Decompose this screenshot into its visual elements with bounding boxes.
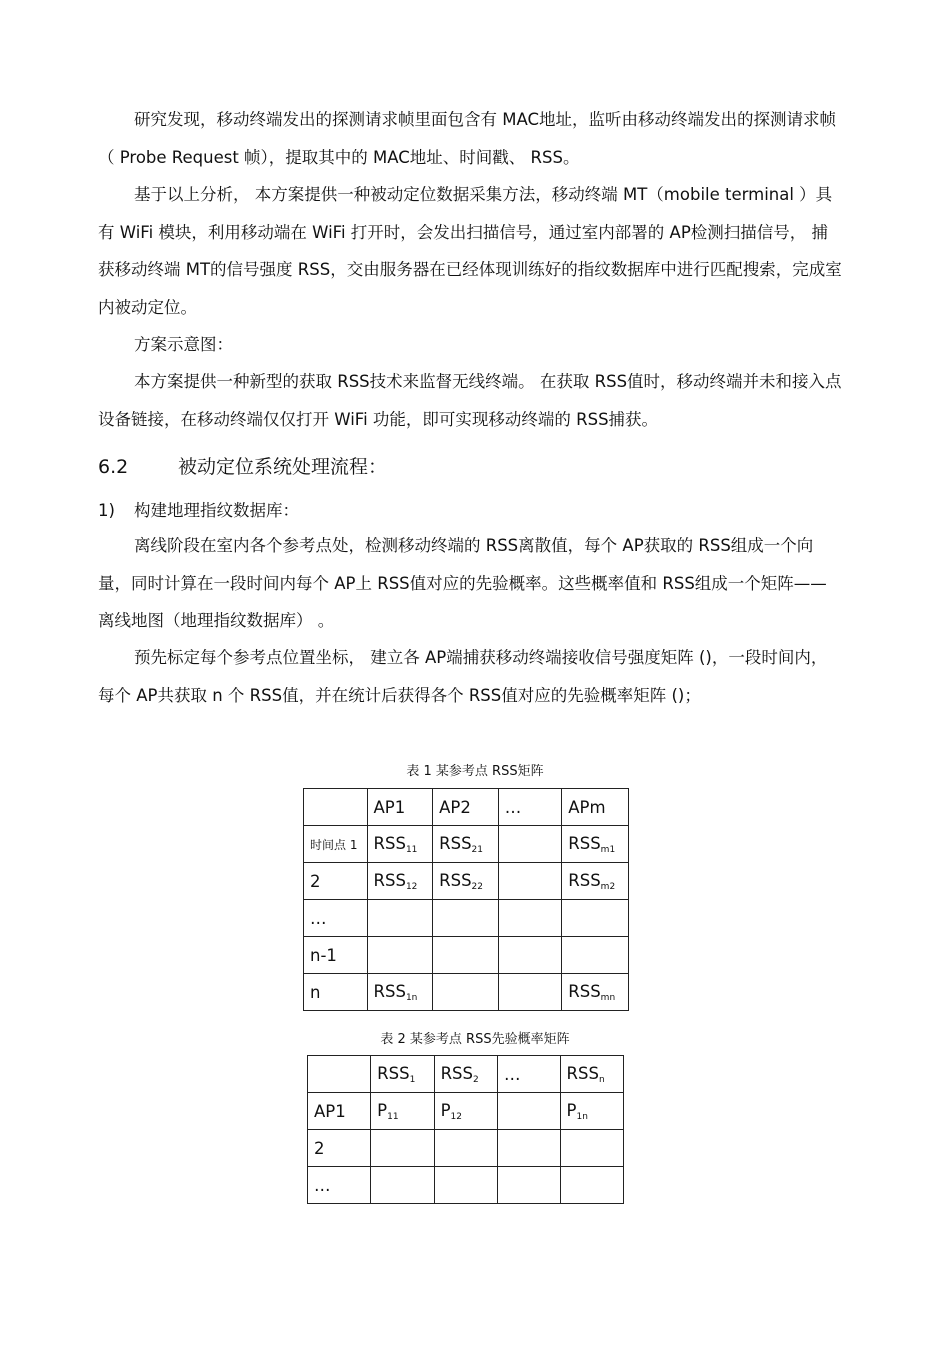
table-cell [498, 1167, 561, 1204]
cell-subscript: n [598, 1074, 605, 1085]
table-header-row [304, 789, 629, 826]
table-cell [308, 1093, 371, 1130]
cell-text: P [440, 1100, 451, 1120]
table-cell [371, 1056, 434, 1093]
table-cell [304, 937, 368, 974]
table-cell [498, 863, 562, 900]
cell-text: AP1 [314, 1101, 346, 1121]
table-cell [434, 1056, 497, 1093]
cell-text: … [314, 1175, 331, 1195]
cell-text: RSS [373, 833, 406, 853]
table-row [304, 826, 629, 863]
table-cell [498, 1056, 561, 1093]
table-row [304, 863, 629, 900]
table-cell [433, 900, 499, 937]
table-cell [562, 900, 629, 937]
section-heading [98, 452, 387, 479]
paragraph-probe-request: 研究发现，移动终端发出的探测请求帧里面包含有 MAC地址，监听由移动终端发出的探测请求帧（ Probe Request 帧），提取其中的 MAC地址、时间戳、 RSS。 [98, 110, 836, 167]
table-cell: AP1 [367, 789, 433, 826]
cell-text: … [504, 1064, 521, 1084]
table-cell [498, 1130, 561, 1167]
table-cell [560, 1056, 623, 1093]
table-cell: AP2 [433, 789, 499, 826]
cell-subscript: 12 [405, 881, 418, 892]
table-row [308, 1167, 624, 1204]
table-cell [304, 863, 368, 900]
table-cell [367, 900, 433, 937]
table-cell [367, 826, 433, 863]
cell-text: RSS [566, 1063, 599, 1083]
paragraph-offline-stage: 离线阶段在室内各个参考点处，检测移动终端的 RSS离散值，每个 AP获取的 RSS组成一个向量，同时计算在一段时间内每个 AP上 RSS值对应的先验概率。这些概率值和 RSS组成一个矩阵——离线地图（地理指纹数据库） 。 [98, 536, 827, 630]
cell-subscript: m1 [600, 844, 616, 855]
table-cell [560, 1130, 623, 1167]
cell-text: n-1 [310, 945, 337, 965]
cell-text: RSS [377, 1063, 410, 1083]
paragraph-analysis: 基于以上分析， 本方案提供一种被动定位数据采集方法，移动终端 MT（mobile terminal ）具有 WiFi 模块，利用移动端在 WiFi 打开时，会发出扫描信号，通过室内部署的 AP检测扫描信号， 捕获移动终端 MT的信号强度 RSS，交由服务器在已经体现训练好的指纹数据库中进行匹配搜索，完成室内被动定位。 [98, 185, 842, 317]
cell-text: 时间点 1 [310, 837, 358, 852]
table-cell [371, 1130, 434, 1167]
table-row [304, 937, 629, 974]
cell-text: RSS [568, 981, 601, 1001]
cell-subscript: m2 [600, 881, 616, 892]
table-cell [308, 1056, 371, 1093]
table-cell [560, 1093, 623, 1130]
table-cell [433, 826, 499, 863]
list-item [98, 497, 299, 521]
paragraph-rss-technique: 本方案提供一种新型的获取 RSS技术来监督无线终端。 在获取 RSS值时，移动终端并未和接入点设备链接，在移动终端仅仅打开 WiFi 功能，即可实现移动终端的 RSS捕获。 [98, 372, 842, 429]
table-cell [367, 974, 433, 1011]
table-header-row [308, 1056, 624, 1093]
table-row [308, 1093, 624, 1130]
table-cell [434, 1093, 497, 1130]
cell-text: P [566, 1100, 577, 1120]
cell-subscript: 1n [405, 992, 418, 1003]
list-item-text: 构建地理指纹数据库： [134, 501, 299, 520]
table-row [304, 974, 629, 1011]
table-cell [304, 974, 368, 1011]
cell-subscript: 2 [473, 1074, 479, 1085]
cell-subscript: 11 [387, 1111, 399, 1122]
cell-text: RSS [568, 870, 601, 890]
cell-text: RSS [373, 981, 406, 1001]
cell-subscript: mn [600, 992, 616, 1003]
table-cell [562, 937, 629, 974]
table-cell [304, 900, 368, 937]
table-cell [433, 974, 499, 1011]
cell-subscript: 1 [409, 1074, 416, 1085]
table-cell: APm [562, 789, 629, 826]
table-cell [498, 826, 562, 863]
table-cell [562, 974, 629, 1011]
rss-matrix-table [303, 788, 629, 1011]
table-cell [371, 1167, 434, 1204]
section-title: 被动定位系统处理流程： [178, 456, 388, 478]
table-cell [304, 826, 368, 863]
table-cell [434, 1167, 497, 1204]
table-cell [308, 1130, 371, 1167]
cell-subscript: 22 [471, 881, 483, 892]
cell-subscript: 12 [450, 1111, 462, 1122]
table1-caption: 表 1 某参考点 RSS矩阵 [406, 764, 544, 779]
cell-text: … [310, 908, 327, 928]
table-cell [434, 1130, 497, 1167]
table-cell [367, 937, 433, 974]
table-cell [562, 863, 629, 900]
table-cell [367, 863, 433, 900]
cell-text: RSS [373, 870, 406, 890]
cell-text: RSS [439, 870, 472, 890]
table-row [308, 1130, 624, 1167]
cell-text: 2 [314, 1138, 325, 1158]
rss-probability-table [307, 1055, 624, 1204]
cell-subscript: 21 [471, 844, 483, 855]
table-cell [498, 937, 562, 974]
cell-text: 2 [310, 871, 321, 891]
table-cell [560, 1167, 623, 1204]
cell-text: n [310, 982, 321, 1002]
paragraph-diagram-label: 方案示意图： [134, 335, 233, 354]
cell-text: RSS [440, 1063, 474, 1083]
table-row [304, 900, 629, 937]
cell-text: P [377, 1100, 388, 1120]
table-cell [498, 1093, 561, 1130]
table2-caption: 表 2 某参考点 RSS先验概率矩阵 [380, 1032, 570, 1047]
table-cell [433, 937, 499, 974]
cell-subscript: 11 [405, 844, 418, 855]
table-cell: … [498, 789, 562, 826]
table-cell [562, 826, 629, 863]
cell-text: RSS [439, 833, 472, 853]
table-cell [433, 863, 499, 900]
list-item-number: 1) [98, 501, 115, 520]
cell-subscript: 1n [576, 1111, 588, 1122]
cell-text: RSS [568, 833, 601, 853]
paragraph-calibration: 预先标定每个参考点位置坐标， 建立各 AP端捕获移动终端接收信号强度矩阵 ()，一段时间内，每个 AP共获取 n 个 RSS值，并在统计后获得各个 RSS值对应的先验概率矩阵 ()； [98, 648, 828, 705]
table-cell [371, 1093, 434, 1130]
table-cell [304, 789, 368, 826]
table-cell [498, 974, 562, 1011]
table-cell [308, 1167, 371, 1204]
section-number: 6.2 [98, 456, 129, 478]
table-cell [498, 900, 562, 937]
